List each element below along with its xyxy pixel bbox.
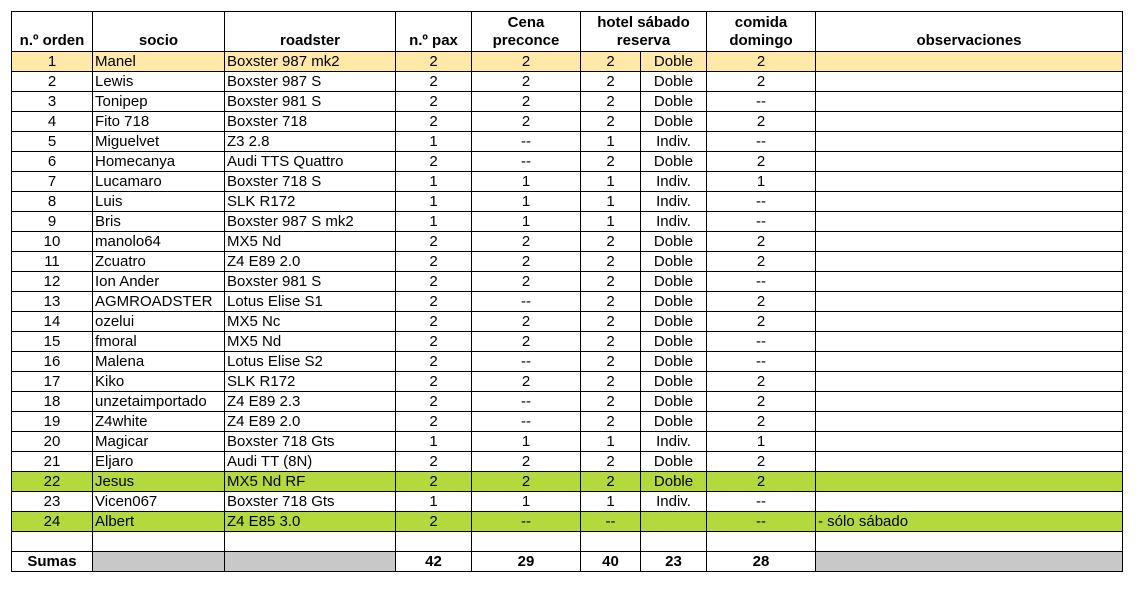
cell-hotel-count[interactable]: 1 bbox=[581, 192, 641, 212]
cell-pax[interactable]: 2 bbox=[396, 72, 472, 92]
cell-observaciones[interactable] bbox=[816, 392, 1123, 412]
cell-roadster[interactable]: Z4 E89 2.0 bbox=[225, 412, 396, 432]
cell-hotel-room-type[interactable]: Doble bbox=[641, 232, 707, 252]
cell-hotel-room-type[interactable]: Doble bbox=[641, 272, 707, 292]
header-roadster: roadster bbox=[225, 12, 396, 52]
table-row bbox=[12, 52, 1123, 72]
cell-hotel-room-type[interactable]: Doble bbox=[641, 352, 707, 372]
cell-comida[interactable]: 2 bbox=[707, 472, 816, 492]
total-comida[interactable]: 28 bbox=[707, 552, 816, 572]
cell-hotel-room-type[interactable]: Doble bbox=[641, 292, 707, 312]
cell-hotel-count[interactable]: 2 bbox=[581, 472, 641, 492]
table-row bbox=[12, 212, 1123, 232]
cell-pax[interactable]: 2 bbox=[396, 92, 472, 112]
cell-cena[interactable]: -- bbox=[472, 292, 581, 312]
cell-orden[interactable]: 4 bbox=[12, 112, 93, 132]
cell-cena[interactable]: 2 bbox=[472, 332, 581, 352]
table-row bbox=[12, 72, 1123, 92]
cell-hotel-room-type[interactable]: Indiv. bbox=[641, 432, 707, 452]
cell-orden[interactable]: 13 bbox=[12, 292, 93, 312]
cell-comida[interactable]: 2 bbox=[707, 392, 816, 412]
cell-socio[interactable]: Albert bbox=[93, 512, 225, 532]
cell-comida[interactable]: 2 bbox=[707, 152, 816, 172]
cell-hotel-room-type[interactable]: Doble bbox=[641, 452, 707, 472]
cell-observaciones[interactable] bbox=[816, 72, 1123, 92]
cell-roadster[interactable]: SLK R172 bbox=[225, 192, 396, 212]
cell[interactable] bbox=[581, 532, 641, 552]
cell-roadster[interactable]: Audi TT (8N) bbox=[225, 452, 396, 472]
cell-comida[interactable]: 2 bbox=[707, 292, 816, 312]
cell-comida[interactable]: 2 bbox=[707, 372, 816, 392]
cell-hotel-room-type[interactable]: Indiv. bbox=[641, 192, 707, 212]
cell[interactable] bbox=[816, 532, 1123, 552]
totals-row bbox=[12, 552, 1123, 572]
cell-cena[interactable]: 2 bbox=[472, 52, 581, 72]
table-row bbox=[12, 452, 1123, 472]
cell-roadster[interactable]: Boxster 987 mk2 bbox=[225, 52, 396, 72]
cell-pax[interactable]: 2 bbox=[396, 332, 472, 352]
cell-orden[interactable]: 7 bbox=[12, 172, 93, 192]
table-body bbox=[12, 52, 1123, 532]
cell-pax[interactable]: 2 bbox=[396, 412, 472, 432]
cell-comida[interactable]: 2 bbox=[707, 52, 816, 72]
cell-orden[interactable]: 16 bbox=[12, 352, 93, 372]
cell-cena[interactable]: -- bbox=[472, 412, 581, 432]
cell-socio[interactable]: Malena bbox=[93, 352, 225, 372]
cell-observaciones[interactable] bbox=[816, 352, 1123, 372]
cell-cena[interactable]: 2 bbox=[472, 312, 581, 332]
cell-observaciones[interactable] bbox=[816, 152, 1123, 172]
cell-roadster[interactable]: Z4 E89 2.3 bbox=[225, 392, 396, 412]
cell-cena[interactable]: 2 bbox=[472, 92, 581, 112]
cell-socio[interactable]: Jesus bbox=[93, 472, 225, 492]
cell-observaciones[interactable] bbox=[816, 132, 1123, 152]
header-row bbox=[12, 12, 1123, 52]
cell-comida[interactable]: 1 bbox=[707, 172, 816, 192]
cell-comida[interactable]: -- bbox=[707, 132, 816, 152]
cell-socio[interactable]: unzetaimportado bbox=[93, 392, 225, 412]
total-cena[interactable]: 29 bbox=[472, 552, 581, 572]
cell-roadster[interactable]: Lotus Elise S2 bbox=[225, 352, 396, 372]
cell-pax[interactable]: 2 bbox=[396, 112, 472, 132]
cell-socio[interactable]: Kiko bbox=[93, 372, 225, 392]
cell-pax[interactable]: 2 bbox=[396, 232, 472, 252]
cell-orden[interactable]: 2 bbox=[12, 72, 93, 92]
cell-hotel-count[interactable]: 2 bbox=[581, 332, 641, 352]
cell-cena[interactable]: 2 bbox=[472, 252, 581, 272]
reservations-table bbox=[11, 11, 1123, 572]
cell-hotel-room-type[interactable]: Doble bbox=[641, 372, 707, 392]
cell-observaciones[interactable] bbox=[816, 332, 1123, 352]
cell-roadster[interactable]: Boxster 718 Gts bbox=[225, 492, 396, 512]
table-row bbox=[12, 472, 1123, 492]
cell-observaciones[interactable] bbox=[816, 172, 1123, 192]
cell-roadster[interactable]: Z4 E89 2.0 bbox=[225, 252, 396, 272]
cell-socio[interactable]: Magicar bbox=[93, 432, 225, 452]
table-row bbox=[12, 132, 1123, 152]
cell-hotel-count[interactable]: 2 bbox=[581, 252, 641, 272]
cell-hotel-room-type[interactable]: Indiv. bbox=[641, 212, 707, 232]
cell-cena[interactable]: -- bbox=[472, 132, 581, 152]
cell-comida[interactable]: 2 bbox=[707, 252, 816, 272]
cell-observaciones[interactable]: - sólo sábado bbox=[816, 512, 1123, 532]
cell[interactable] bbox=[225, 532, 396, 552]
cell-comida[interactable]: 2 bbox=[707, 72, 816, 92]
table-row bbox=[12, 412, 1123, 432]
cell-comida[interactable]: -- bbox=[707, 492, 816, 512]
cell-socio[interactable]: Zcuatro bbox=[93, 252, 225, 272]
cell[interactable] bbox=[641, 532, 707, 552]
table-row bbox=[12, 232, 1123, 252]
cell-hotel-count[interactable]: 1 bbox=[581, 132, 641, 152]
cell-hotel-count[interactable]: 2 bbox=[581, 312, 641, 332]
cell-hotel-room-type[interactable]: Doble bbox=[641, 392, 707, 412]
cell-pax[interactable]: 2 bbox=[396, 152, 472, 172]
cell-cena[interactable]: 1 bbox=[472, 212, 581, 232]
cell-orden[interactable]: 20 bbox=[12, 432, 93, 452]
cell-socio[interactable]: Lewis bbox=[93, 72, 225, 92]
cell-observaciones[interactable] bbox=[816, 112, 1123, 132]
cell-comida[interactable]: -- bbox=[707, 272, 816, 292]
cell[interactable] bbox=[707, 532, 816, 552]
table-row bbox=[12, 152, 1123, 172]
cell[interactable] bbox=[93, 532, 225, 552]
cell-orden[interactable]: 3 bbox=[12, 92, 93, 112]
cell-socio[interactable]: Tonipep bbox=[93, 92, 225, 112]
totals-blank-socio[interactable] bbox=[93, 552, 225, 572]
cell-orden[interactable]: 19 bbox=[12, 412, 93, 432]
cell-comida[interactable]: -- bbox=[707, 332, 816, 352]
cell-orden[interactable]: 24 bbox=[12, 512, 93, 532]
cell-cena[interactable]: 2 bbox=[472, 72, 581, 92]
cell-pax[interactable]: 2 bbox=[396, 272, 472, 292]
cell-comida[interactable]: -- bbox=[707, 352, 816, 372]
cell-observaciones[interactable] bbox=[816, 312, 1123, 332]
total-hotel-rooms[interactable]: 23 bbox=[641, 552, 707, 572]
cell-hotel-count[interactable]: 2 bbox=[581, 92, 641, 112]
cell-pax[interactable]: 2 bbox=[396, 472, 472, 492]
cell-hotel-count[interactable]: 1 bbox=[581, 172, 641, 192]
cell-roadster[interactable]: MX5 Nd bbox=[225, 332, 396, 352]
cell-hotel-count[interactable]: 2 bbox=[581, 292, 641, 312]
cell-socio[interactable]: AGMROADSTER bbox=[93, 292, 225, 312]
cell-hotel-room-type[interactable]: Doble bbox=[641, 152, 707, 172]
cell-socio[interactable]: ozelui bbox=[93, 312, 225, 332]
cell-roadster[interactable]: Boxster 718 Gts bbox=[225, 432, 396, 452]
cell-hotel-room-type[interactable]: Doble bbox=[641, 332, 707, 352]
cell-cena[interactable]: 2 bbox=[472, 472, 581, 492]
cell-hotel-count[interactable]: 2 bbox=[581, 72, 641, 92]
cell-roadster[interactable]: Audi TTS Quattro bbox=[225, 152, 396, 172]
cell-socio[interactable]: Fito 718 bbox=[93, 112, 225, 132]
cell-roadster[interactable]: Boxster 981 S bbox=[225, 272, 396, 292]
cell-socio[interactable]: Eljaro bbox=[93, 452, 225, 472]
cell-hotel-room-type[interactable]: Doble bbox=[641, 412, 707, 432]
cell-observaciones[interactable] bbox=[816, 452, 1123, 472]
cell-hotel-count[interactable]: 2 bbox=[581, 112, 641, 132]
cell-roadster[interactable]: Boxster 718 S bbox=[225, 172, 396, 192]
cell-comida[interactable]: 2 bbox=[707, 232, 816, 252]
cell-comida[interactable]: -- bbox=[707, 92, 816, 112]
cell-pax[interactable]: 1 bbox=[396, 132, 472, 152]
cell[interactable] bbox=[396, 532, 472, 552]
cell-orden[interactable]: 12 bbox=[12, 272, 93, 292]
cell-roadster[interactable]: Boxster 987 S mk2 bbox=[225, 212, 396, 232]
cell-cena[interactable]: -- bbox=[472, 392, 581, 412]
cell-orden[interactable]: 1 bbox=[12, 52, 93, 72]
cell-comida[interactable]: 2 bbox=[707, 412, 816, 432]
cell-roadster[interactable]: MX5 Nd bbox=[225, 232, 396, 252]
cell-cena[interactable]: 2 bbox=[472, 112, 581, 132]
cell-roadster[interactable]: MX5 Nc bbox=[225, 312, 396, 332]
cell-hotel-count[interactable]: 2 bbox=[581, 392, 641, 412]
cell-hotel-room-type[interactable]: Doble bbox=[641, 252, 707, 272]
cell-hotel-count[interactable]: 1 bbox=[581, 432, 641, 452]
totals-blank-obs[interactable] bbox=[816, 552, 1123, 572]
cell-cena[interactable]: 2 bbox=[472, 272, 581, 292]
cell-cena[interactable]: -- bbox=[472, 152, 581, 172]
totals-label[interactable]: Sumas bbox=[12, 552, 93, 572]
table-row bbox=[12, 492, 1123, 512]
cell-socio[interactable]: manolo64 bbox=[93, 232, 225, 252]
cell-hotel-room-type[interactable]: Indiv. bbox=[641, 132, 707, 152]
cell-hotel-count[interactable]: 1 bbox=[581, 212, 641, 232]
cell[interactable] bbox=[472, 532, 581, 552]
cell-hotel-count[interactable]: 2 bbox=[581, 152, 641, 172]
table-row bbox=[12, 392, 1123, 412]
cell-hotel-count[interactable]: 2 bbox=[581, 272, 641, 292]
cell-pax[interactable]: 2 bbox=[396, 372, 472, 392]
totals-blank-roadster[interactable] bbox=[225, 552, 396, 572]
header-hotel: hotel sábado reserva bbox=[581, 12, 707, 52]
cell-hotel-count[interactable]: -- bbox=[581, 512, 641, 532]
cell-socio[interactable]: Luis bbox=[93, 192, 225, 212]
cell-roadster[interactable]: MX5 Nd RF bbox=[225, 472, 396, 492]
cell-cena[interactable]: 2 bbox=[472, 372, 581, 392]
header-orden: n.º orden bbox=[12, 12, 93, 52]
table-row bbox=[12, 192, 1123, 212]
cell-orden[interactable]: 9 bbox=[12, 212, 93, 232]
cell-cena[interactable]: -- bbox=[472, 352, 581, 372]
cell-observaciones[interactable] bbox=[816, 252, 1123, 272]
cell-cena[interactable]: 1 bbox=[472, 192, 581, 212]
cell-observaciones[interactable] bbox=[816, 292, 1123, 312]
cell-socio[interactable]: Z4white bbox=[93, 412, 225, 432]
cell-hotel-room-type[interactable]: Doble bbox=[641, 52, 707, 72]
cell[interactable] bbox=[12, 532, 93, 552]
cell-comida[interactable]: 2 bbox=[707, 312, 816, 332]
cell-roadster[interactable]: Z4 E85 3.0 bbox=[225, 512, 396, 532]
cell-pax[interactable]: 2 bbox=[396, 392, 472, 412]
cell-hotel-count[interactable]: 1 bbox=[581, 492, 641, 512]
cell-socio[interactable]: Homecanya bbox=[93, 152, 225, 172]
cell-orden[interactable]: 11 bbox=[12, 252, 93, 272]
cell-orden[interactable]: 17 bbox=[12, 372, 93, 392]
cell-roadster[interactable]: Z3 2.8 bbox=[225, 132, 396, 152]
table-row bbox=[12, 112, 1123, 132]
table-row bbox=[12, 312, 1123, 332]
cell-comida[interactable]: 2 bbox=[707, 112, 816, 132]
table-row bbox=[12, 272, 1123, 292]
cell-orden[interactable]: 8 bbox=[12, 192, 93, 212]
cell-socio[interactable]: Lucamaro bbox=[93, 172, 225, 192]
cell-orden[interactable]: 21 bbox=[12, 452, 93, 472]
cell-roadster[interactable]: Lotus Elise S1 bbox=[225, 292, 396, 312]
cell-comida[interactable]: 1 bbox=[707, 432, 816, 452]
cell-hotel-room-type[interactable] bbox=[641, 512, 707, 532]
table-row bbox=[12, 332, 1123, 352]
table-row bbox=[12, 512, 1123, 532]
cell-roadster[interactable]: Boxster 718 bbox=[225, 112, 396, 132]
cell-orden[interactable]: 14 bbox=[12, 312, 93, 332]
cell-hotel-count[interactable]: 2 bbox=[581, 52, 641, 72]
cell-socio[interactable]: Miguelvet bbox=[93, 132, 225, 152]
cell-cena[interactable]: 1 bbox=[472, 172, 581, 192]
cell-hotel-room-type[interactable]: Indiv. bbox=[641, 492, 707, 512]
cell-hotel-room-type[interactable]: Doble bbox=[641, 472, 707, 492]
table-row bbox=[12, 292, 1123, 312]
cell-orden[interactable]: 15 bbox=[12, 332, 93, 352]
cell-pax[interactable]: 2 bbox=[396, 252, 472, 272]
cell-hotel-room-type[interactable]: Doble bbox=[641, 112, 707, 132]
cell-observaciones[interactable] bbox=[816, 212, 1123, 232]
cell-socio[interactable]: fmoral bbox=[93, 332, 225, 352]
cell-observaciones[interactable] bbox=[816, 412, 1123, 432]
cell-roadster[interactable]: SLK R172 bbox=[225, 372, 396, 392]
cell-cena[interactable]: -- bbox=[472, 512, 581, 532]
table-header bbox=[12, 12, 1123, 52]
cell-cena[interactable]: 1 bbox=[472, 492, 581, 512]
cell-socio[interactable]: Bris bbox=[93, 212, 225, 232]
cell-pax[interactable]: 1 bbox=[396, 212, 472, 232]
table-row bbox=[12, 92, 1123, 112]
cell-observaciones[interactable] bbox=[816, 372, 1123, 392]
cell-pax[interactable]: 1 bbox=[396, 192, 472, 212]
header-observaciones: observaciones bbox=[816, 12, 1123, 52]
total-hotel-count[interactable]: 40 bbox=[581, 552, 641, 572]
table-row bbox=[12, 352, 1123, 372]
cell-pax[interactable]: 2 bbox=[396, 512, 472, 532]
cell-cena[interactable]: 1 bbox=[472, 432, 581, 452]
cell-pax[interactable]: 1 bbox=[396, 432, 472, 452]
cell-observaciones[interactable] bbox=[816, 472, 1123, 492]
cell-observaciones[interactable] bbox=[816, 272, 1123, 292]
cell-pax[interactable]: 2 bbox=[396, 452, 472, 472]
cell-socio[interactable]: Ion Ander bbox=[93, 272, 225, 292]
cell-pax[interactable]: 2 bbox=[396, 312, 472, 332]
cell-comida[interactable]: -- bbox=[707, 192, 816, 212]
cell-comida[interactable]: -- bbox=[707, 512, 816, 532]
cell-hotel-count[interactable]: 2 bbox=[581, 232, 641, 252]
cell-hotel-count[interactable]: 2 bbox=[581, 452, 641, 472]
table-row bbox=[12, 432, 1123, 452]
cell-orden[interactable]: 22 bbox=[12, 472, 93, 492]
cell-orden[interactable]: 23 bbox=[12, 492, 93, 512]
cell-pax[interactable]: 1 bbox=[396, 172, 472, 192]
table-footer bbox=[12, 532, 1123, 572]
cell-orden[interactable]: 6 bbox=[12, 152, 93, 172]
cell-hotel-count[interactable]: 2 bbox=[581, 352, 641, 372]
cell-pax[interactable]: 2 bbox=[396, 352, 472, 372]
cell-observaciones[interactable] bbox=[816, 52, 1123, 72]
cell-comida[interactable]: -- bbox=[707, 212, 816, 232]
cell-hotel-room-type[interactable]: Indiv. bbox=[641, 172, 707, 192]
cell-hotel-room-type[interactable]: Doble bbox=[641, 72, 707, 92]
header-comida: comida domingo bbox=[707, 12, 816, 52]
header-pax: n.º pax bbox=[396, 12, 472, 52]
cell-roadster[interactable]: Boxster 987 S bbox=[225, 72, 396, 92]
cell-hotel-count[interactable]: 2 bbox=[581, 412, 641, 432]
cell-hotel-room-type[interactable]: Doble bbox=[641, 92, 707, 112]
cell-orden[interactable]: 10 bbox=[12, 232, 93, 252]
cell-orden[interactable]: 18 bbox=[12, 392, 93, 412]
cell-orden[interactable]: 5 bbox=[12, 132, 93, 152]
cell-pax[interactable]: 1 bbox=[396, 492, 472, 512]
cell-pax[interactable]: 2 bbox=[396, 52, 472, 72]
cell-comida[interactable]: 2 bbox=[707, 452, 816, 472]
cell-observaciones[interactable] bbox=[816, 92, 1123, 112]
table-row bbox=[12, 252, 1123, 272]
table-row bbox=[12, 372, 1123, 392]
header-socio: socio bbox=[93, 12, 225, 52]
cell-hotel-room-type[interactable]: Doble bbox=[641, 312, 707, 332]
cell-observaciones[interactable] bbox=[816, 232, 1123, 252]
header-cena: Cena preconce bbox=[472, 12, 581, 52]
cell-socio[interactable]: Vicen067 bbox=[93, 492, 225, 512]
cell-observaciones[interactable] bbox=[816, 192, 1123, 212]
total-pax[interactable]: 42 bbox=[396, 552, 472, 572]
cell-observaciones[interactable] bbox=[816, 492, 1123, 512]
cell-hotel-count[interactable]: 2 bbox=[581, 372, 641, 392]
table-row bbox=[12, 172, 1123, 192]
cell-socio[interactable]: Manel bbox=[93, 52, 225, 72]
cell-cena[interactable]: 2 bbox=[472, 452, 581, 472]
empty-row bbox=[12, 532, 1123, 552]
cell-cena[interactable]: 2 bbox=[472, 232, 581, 252]
cell-pax[interactable]: 2 bbox=[396, 292, 472, 312]
cell-observaciones[interactable] bbox=[816, 432, 1123, 452]
cell-roadster[interactable]: Boxster 981 S bbox=[225, 92, 396, 112]
